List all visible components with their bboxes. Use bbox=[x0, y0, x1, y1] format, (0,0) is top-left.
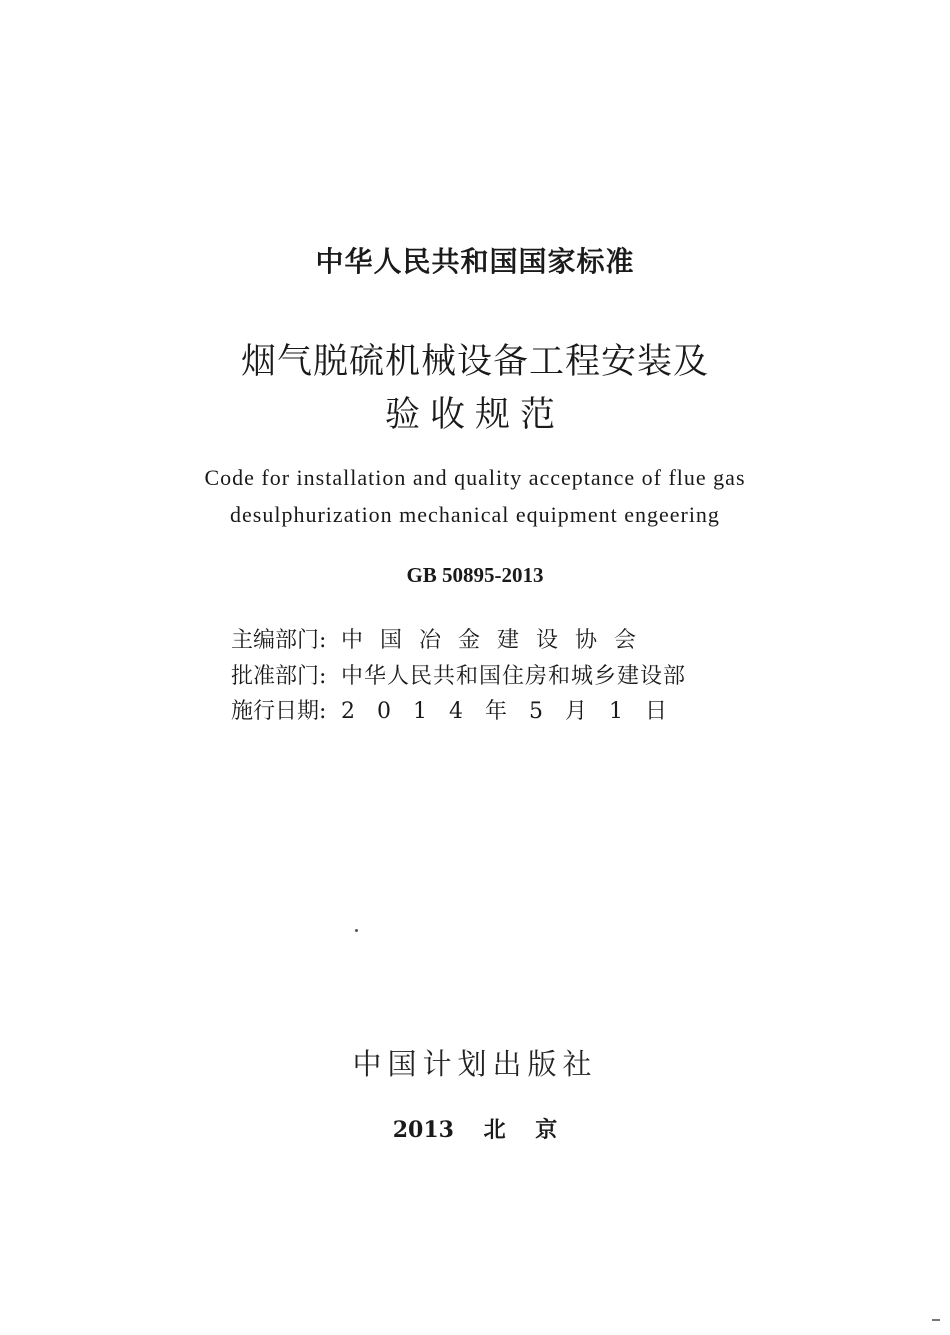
editor-department-value: 中国冶金建设协会 bbox=[341, 628, 654, 653]
effective-date-value: 2014年5月1日 bbox=[341, 699, 689, 724]
approving-department-row bbox=[231, 659, 711, 690]
english-title-line-1: Code for installation and quality acceptance of flue gas bbox=[204, 465, 746, 490]
approving-department-label: 批准部门: bbox=[231, 664, 327, 689]
chinese-title-line-1: 烟气脱硫机械设备工程安装及 bbox=[240, 342, 709, 382]
chinese-title-line-2: 验收规范 bbox=[384, 395, 565, 435]
scan-speck bbox=[355, 929, 358, 932]
standard-number: GB 50895-2013 bbox=[406, 563, 544, 587]
approving-department-value: 中华人民共和国住房和城乡建设部 bbox=[341, 664, 687, 689]
publication-imprint: 2013 北 京 bbox=[392, 1117, 558, 1143]
english-title-line-2: desulphurization mechanical equipment engeering bbox=[230, 502, 720, 527]
scan-edge-mark bbox=[932, 1319, 940, 1321]
effective-date-label: 施行日期: bbox=[231, 699, 327, 724]
editor-department-row bbox=[231, 623, 711, 654]
standard-series-heading: 中华人民共和国国家标准 bbox=[315, 245, 635, 278]
editor-department-label: 主编部门: bbox=[231, 628, 327, 653]
publisher-name: 中国计划出版社 bbox=[352, 1047, 598, 1081]
effective-date-row bbox=[231, 694, 711, 725]
